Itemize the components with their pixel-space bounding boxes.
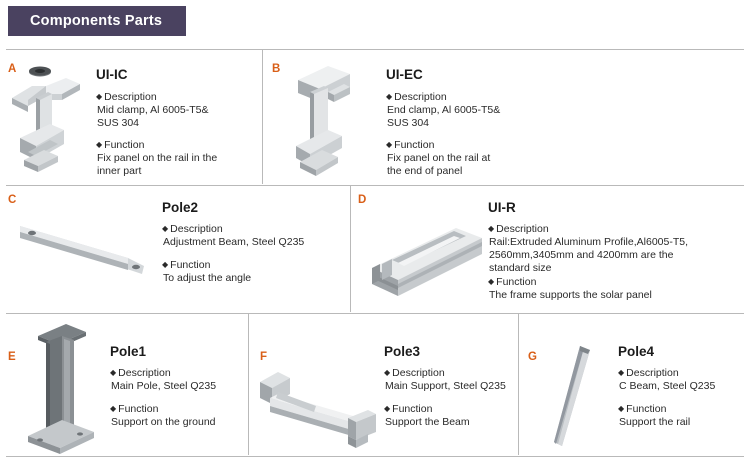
bullet-icon: ◆ (96, 92, 103, 101)
bullet-icon: ◆ (110, 368, 117, 377)
item-letter-f: F (260, 351, 268, 363)
function-text-g: Support the rail (619, 416, 691, 428)
function-text-e: Support on the ground (111, 416, 216, 428)
item-title-f: Pole3 (384, 344, 421, 359)
description-text-c: Adjustment Beam, Steel Q235 (163, 236, 305, 248)
mid-clamp-diagram (6, 64, 90, 176)
item-letter-d: D (358, 194, 367, 206)
item-title-c: Pole2 (162, 200, 199, 215)
description-label-d: ◆ Description (488, 223, 549, 235)
main-support-diagram (256, 362, 378, 454)
component-card-c (0, 186, 350, 313)
item-letter-g: G (528, 351, 537, 363)
bullet-icon: ◆ (162, 224, 169, 233)
bullet-icon: ◆ (488, 224, 495, 233)
function-label-b: ◆ Function (386, 139, 435, 151)
function-label-d: ◆ Function (488, 276, 537, 288)
rail-profile-diagram (368, 222, 486, 304)
item-title-e: Pole1 (110, 344, 147, 359)
function-label-g: ◆ Function (618, 403, 667, 415)
component-card-e (0, 314, 248, 456)
function-label-e: ◆ Function (110, 403, 159, 415)
bullet-icon: ◆ (618, 368, 625, 377)
component-card-a (0, 50, 262, 185)
component-card-b (262, 50, 750, 185)
function-text-c: To adjust the angle (163, 272, 252, 284)
description-text-b: End clamp, Al 6005-T5& (387, 104, 501, 116)
bullet-icon: ◆ (110, 404, 117, 413)
description-label-g: ◆ Description (618, 367, 679, 379)
bullet-icon: ◆ (386, 140, 393, 149)
function-text-a: Fix panel on the rail in the (97, 152, 218, 164)
item-letter-e: E (8, 351, 16, 363)
description-text-b-2: SUS 304 (387, 117, 430, 129)
description-text-d-3: standard size (489, 262, 552, 274)
function-text-f: Support the Beam (385, 416, 470, 428)
function-label-f: ◆ Function (384, 403, 433, 415)
component-card-d (350, 186, 750, 313)
bullet-icon: ◆ (96, 140, 103, 149)
function-text-b-2: the end of panel (387, 165, 463, 177)
bullet-icon: ◆ (488, 277, 495, 286)
page-title: Components Parts (30, 13, 163, 29)
description-label-b: ◆ Description (386, 91, 447, 103)
main-pole-diagram (22, 320, 106, 454)
bullet-icon: ◆ (384, 404, 391, 413)
item-letter-c: C (8, 194, 17, 206)
description-text-a: Mid clamp, Al 6005-T5& (97, 104, 209, 116)
function-label-a: ◆ Function (96, 139, 145, 151)
component-card-g (518, 314, 750, 456)
divider-bottom (6, 456, 744, 457)
description-text-g: C Beam, Steel Q235 (619, 380, 716, 392)
component-card-f (248, 314, 518, 456)
c-beam-diagram (540, 342, 614, 454)
bullet-icon: ◆ (162, 260, 169, 269)
function-label-c: ◆ Function (162, 259, 211, 271)
item-letter-b: B (272, 63, 281, 75)
item-title-g: Pole4 (618, 344, 655, 359)
description-text-d-2: 2560mm,3405mm and 4200mm are the (489, 249, 674, 261)
page-header-banner (8, 6, 186, 36)
function-text-d: The frame supports the solar panel (489, 289, 652, 301)
bullet-icon: ◆ (618, 404, 625, 413)
description-text-f: Main Support, Steel Q235 (385, 380, 506, 392)
description-label-c: ◆ Description (162, 223, 223, 235)
function-text-b: Fix panel on the rail at (387, 152, 491, 164)
description-label-e: ◆ Description (110, 367, 171, 379)
item-title-a: UI-IC (96, 67, 128, 82)
function-text-a-2: inner part (97, 165, 142, 177)
adjustment-beam-diagram (18, 212, 150, 282)
description-text-d: Rail:Extruded Aluminum Profile,Al6005-T5, (489, 236, 689, 248)
end-clamp-diagram (280, 62, 372, 180)
description-text-e: Main Pole, Steel Q235 (111, 380, 217, 392)
bullet-icon: ◆ (384, 368, 391, 377)
item-title-d: UI-R (488, 200, 516, 215)
item-title-b: UI-EC (386, 67, 423, 82)
description-label-a: ◆ Description (96, 91, 157, 103)
bullet-icon: ◆ (386, 92, 393, 101)
item-letter-a: A (8, 63, 17, 75)
description-text-a-2: SUS 304 (97, 117, 140, 129)
description-label-f: ◆ Description (384, 367, 445, 379)
